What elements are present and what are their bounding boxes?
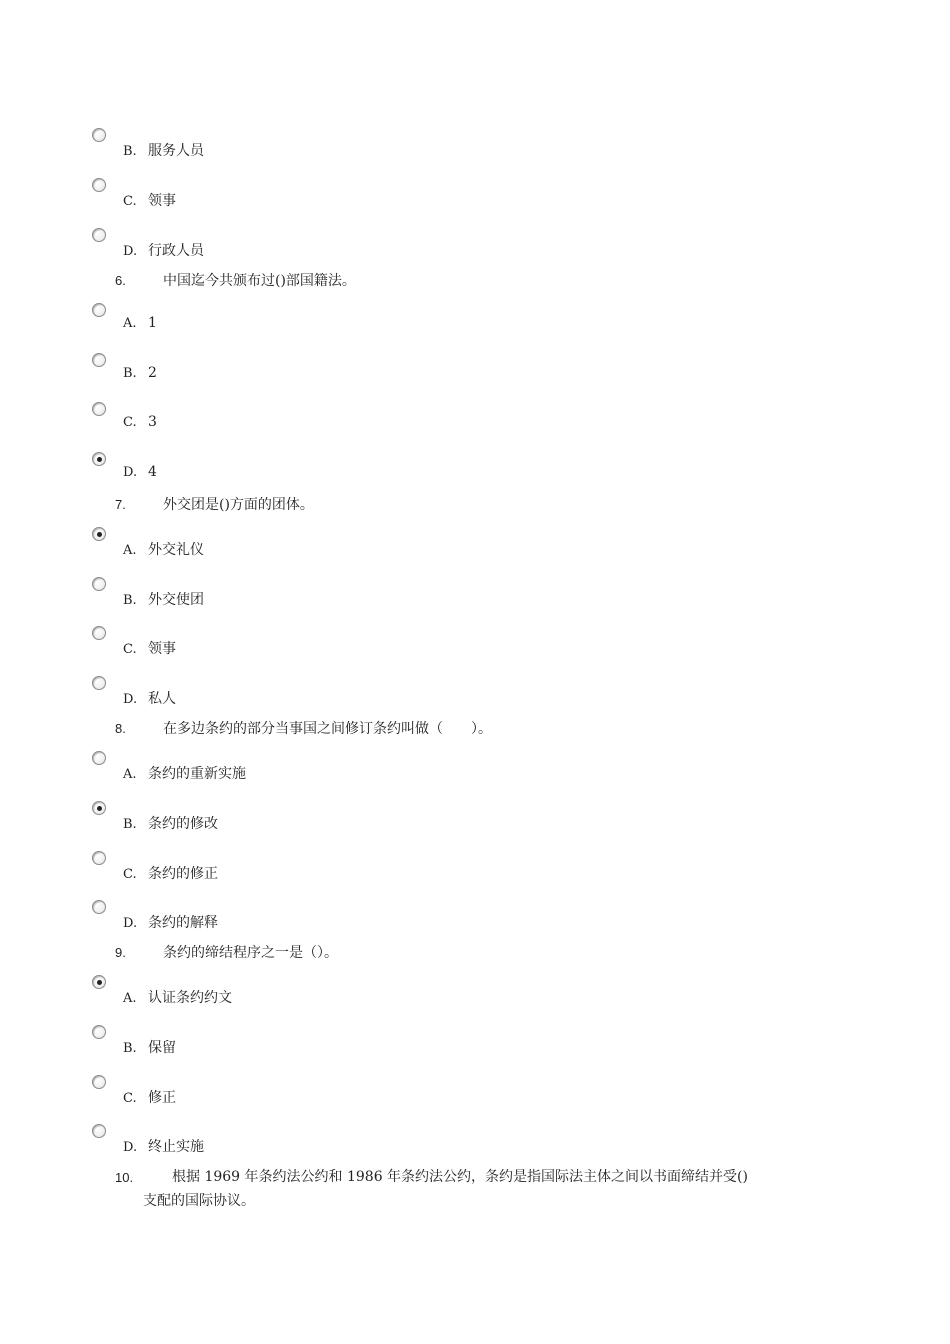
- option-letter: A.: [123, 991, 137, 1006]
- option-letter: C.: [123, 642, 137, 657]
- option-text: 服务人员: [148, 143, 204, 159]
- q6-option-d-radio[interactable]: [92, 452, 106, 466]
- option-text: 3: [148, 414, 157, 430]
- q9-option-d: [123, 1136, 204, 1156]
- q8-option-c-radio[interactable]: [92, 851, 106, 865]
- q9-option-d-radio[interactable]: [92, 1124, 106, 1138]
- question-text: 在多边条约的部分当事国之间修订条约叫做（ ）。: [163, 721, 492, 737]
- option-text: 修正: [148, 1090, 176, 1106]
- option-text: 4: [148, 464, 157, 480]
- q8-option-c: [123, 863, 218, 883]
- option-text: 行政人员: [148, 243, 204, 259]
- option-letter: C.: [123, 1091, 137, 1106]
- q8-option-a: [123, 763, 246, 783]
- question-number: 10.: [115, 1170, 134, 1185]
- q6-option-b-radio[interactable]: [92, 353, 106, 367]
- option-text: 1: [148, 315, 157, 331]
- q7-option-c: [123, 638, 176, 658]
- option-letter: C.: [123, 867, 137, 882]
- option-letter: B.: [123, 817, 137, 832]
- q9-option-b-radio[interactable]: [92, 1025, 106, 1039]
- option-text: 认证条约约文: [148, 990, 232, 1006]
- option-text: 外交使团: [148, 592, 204, 608]
- q8-option-d: [123, 912, 218, 932]
- q6-option-c: [123, 414, 157, 430]
- q6-option-a-radio[interactable]: [92, 303, 106, 317]
- option-letter: D.: [123, 465, 138, 480]
- option-text: 保留: [148, 1040, 176, 1056]
- q7-option-a-radio[interactable]: [92, 527, 106, 541]
- option-text: 终止实施: [148, 1139, 204, 1155]
- q6-option-c-radio[interactable]: [92, 402, 106, 416]
- option-text: 条约的修正: [148, 866, 218, 882]
- option-letter: B.: [123, 366, 137, 381]
- question-7: [115, 494, 314, 514]
- option-text: 外交礼仪: [148, 542, 204, 558]
- option-text: 私人: [148, 691, 176, 707]
- q7-option-a: [123, 539, 204, 559]
- option-text: 2: [148, 365, 157, 381]
- q5-option-d: [123, 240, 204, 260]
- question-text-line-1: 根据 1969 年条约法公约和 1986 年条约法公约，条约是指国际法主体之间以书面缔结并受(): [172, 1169, 748, 1185]
- option-text: 条约的重新实施: [148, 766, 246, 782]
- q8-option-a-radio[interactable]: [92, 751, 106, 765]
- question-8: [115, 718, 492, 738]
- q5-option-d-radio[interactable]: [92, 228, 106, 242]
- q5-option-b-radio[interactable]: [92, 128, 106, 142]
- question-text: 外交团是()方面的团体。: [163, 497, 314, 513]
- q8-option-b: [123, 813, 218, 833]
- q7-option-b: [123, 589, 204, 609]
- question-6: [115, 270, 356, 290]
- option-letter: D.: [123, 1140, 138, 1155]
- q9-option-c-radio[interactable]: [92, 1075, 106, 1089]
- option-letter: D.: [123, 916, 138, 931]
- option-text: 条约的修改: [148, 816, 218, 832]
- q9-option-a-radio[interactable]: [92, 975, 106, 989]
- q9-option-a: [123, 987, 232, 1007]
- q7-option-c-radio[interactable]: [92, 626, 106, 640]
- question-number: 6.: [115, 273, 126, 288]
- option-letter: C.: [123, 194, 137, 209]
- question-number: 8.: [115, 721, 126, 736]
- q9-option-c: [123, 1087, 176, 1107]
- option-letter: A.: [123, 316, 137, 331]
- q6-option-a: [123, 315, 157, 331]
- option-letter: A.: [123, 767, 137, 782]
- question-number: 7.: [115, 497, 126, 512]
- q5-option-c: [123, 190, 176, 210]
- question-text: 中国迄今共颁布过()部国籍法。: [163, 273, 356, 289]
- q5-option-b: [123, 140, 204, 160]
- q7-option-d: [123, 688, 176, 708]
- q8-option-d-radio[interactable]: [92, 900, 106, 914]
- q6-option-d: [123, 464, 157, 480]
- option-letter: D.: [123, 692, 138, 707]
- option-letter: B.: [123, 1041, 137, 1056]
- question-text: 条约的缔结程序之一是（）。: [163, 945, 338, 961]
- q8-option-b-radio[interactable]: [92, 801, 106, 815]
- q7-option-d-radio[interactable]: [92, 676, 106, 690]
- question-text-line-2: 支配的国际协议。: [143, 1193, 255, 1209]
- q6-option-b: [123, 365, 157, 381]
- option-letter: B.: [123, 144, 137, 159]
- question-9: [115, 942, 338, 962]
- option-text: 领事: [148, 193, 176, 209]
- option-text: 领事: [148, 641, 176, 657]
- option-letter: A.: [123, 543, 137, 558]
- option-letter: C.: [123, 415, 137, 430]
- q5-option-c-radio[interactable]: [92, 178, 106, 192]
- option-letter: B.: [123, 593, 137, 608]
- question-number: 9.: [115, 945, 126, 960]
- q9-option-b: [123, 1037, 176, 1057]
- option-text: 条约的解释: [148, 915, 218, 931]
- option-letter: D.: [123, 244, 138, 259]
- q7-option-b-radio[interactable]: [92, 577, 106, 591]
